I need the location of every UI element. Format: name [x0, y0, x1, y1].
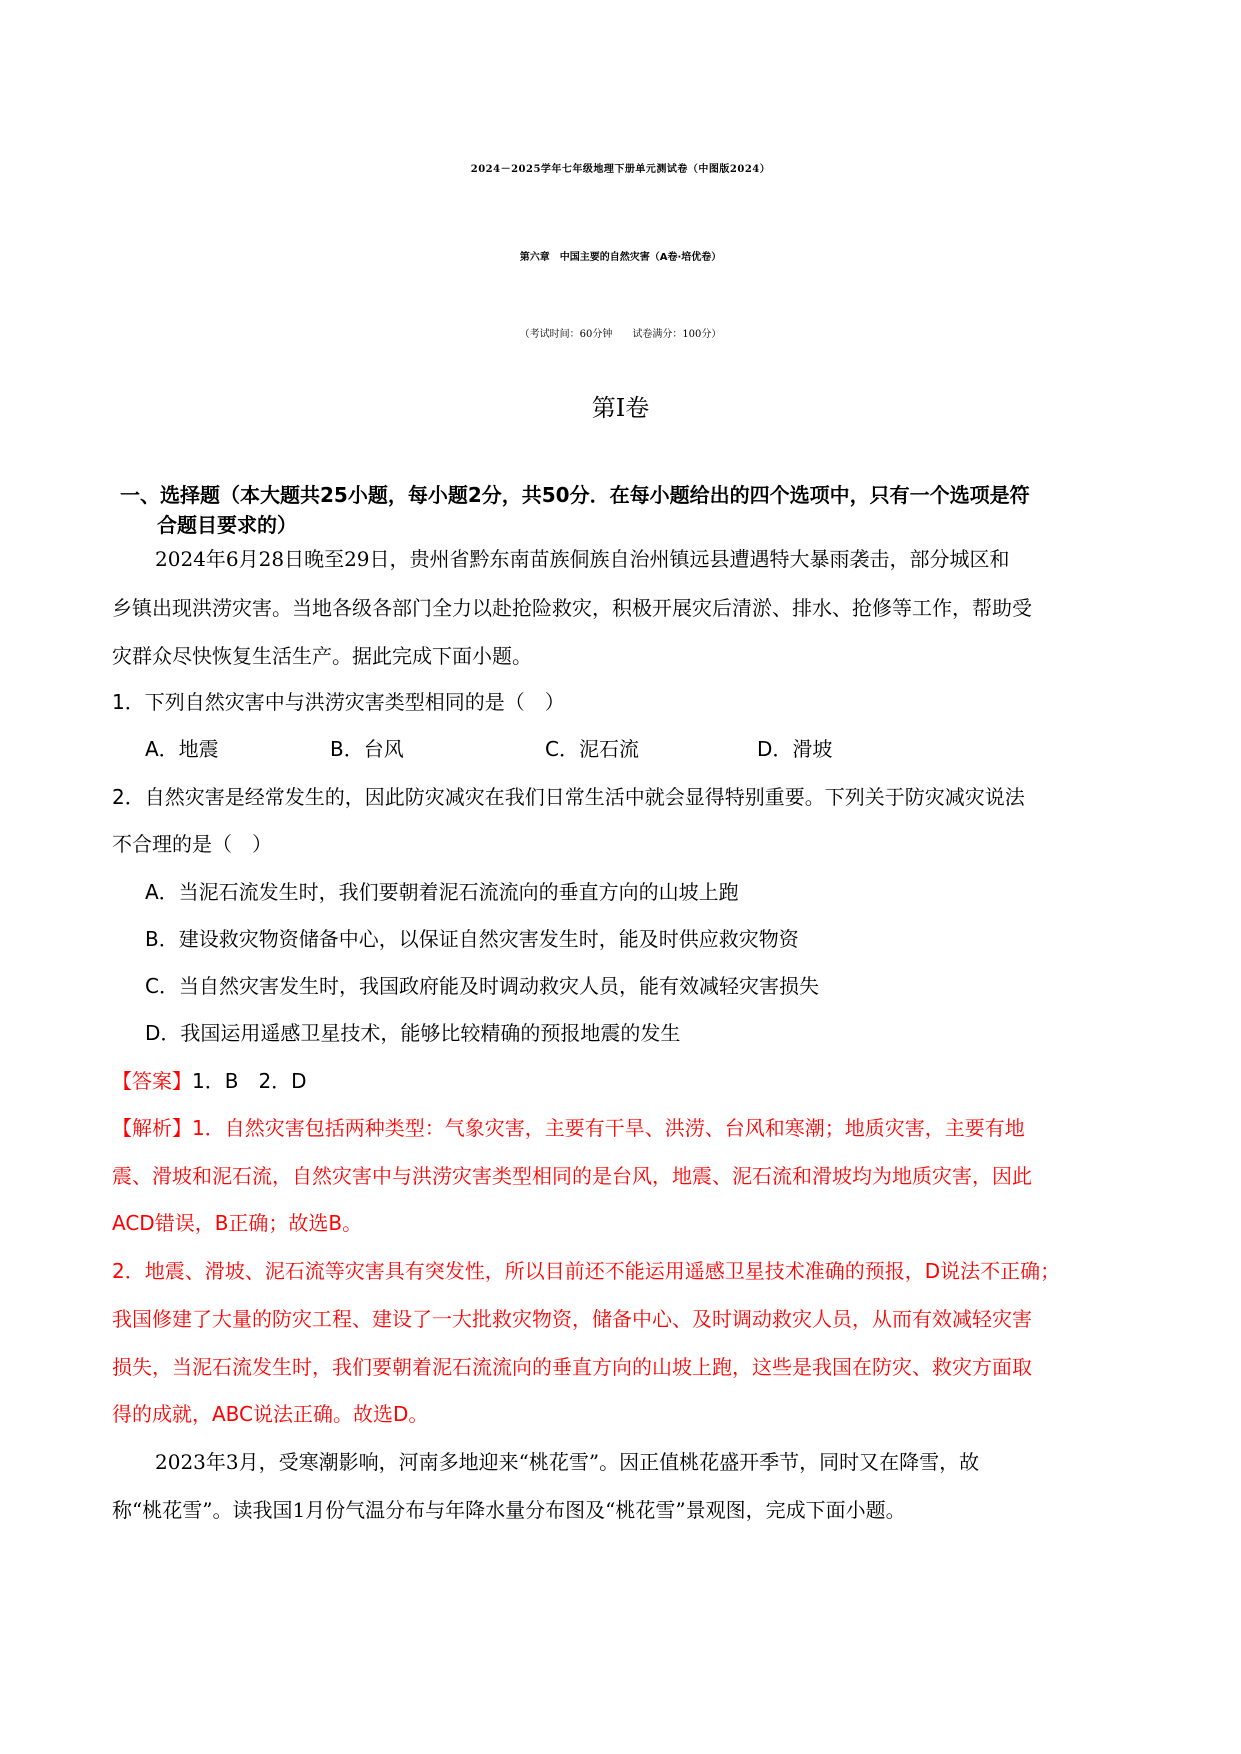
analysis-label: 【解析】: [112, 1116, 192, 1140]
analysis-text-1: 1．自然灾害包括两种类型：气象灾害，主要有干旱、洪涝、台风和寒潮；地质灾害，主要有地: [192, 1116, 1025, 1140]
section-heading-line1: 一、选择题（本大题共25小题，每小题2分，共50分．在每小题给出的四个选项中，只有一个选项是符: [120, 483, 1030, 507]
q1-option-b: B．台风: [330, 737, 404, 761]
q2-option-d: D．我国运用遥感卫星技术，能够比较精确的预报地震的发生: [145, 1021, 681, 1045]
question-1-stem: 1．下列自然灾害中与洪涝灾害类型相同的是（ ）: [112, 690, 565, 714]
passage2-line2: 称“桃花雪”。读我国1月份气温分布与年降水量分布图及“桃花雪”景观图，完成下面小题。: [112, 1498, 906, 1522]
analysis-line6: 损失，当泥石流发生时，我们要朝着泥石流流向的垂直方向的山坡上跑，这些是我国在防灾、救灾方面取: [112, 1355, 1032, 1379]
document-title: 2024－2025学年七年级地理下册单元测试卷（中图版2024）: [470, 164, 771, 175]
analysis-line5: 我国修建了大量的防灾工程、建设了一大批救灾物资，储备中心、及时调动救灾人员，从而有效减轻灾害: [112, 1307, 1032, 1331]
volume-heading: 第Ⅰ卷: [591, 394, 650, 422]
q1-option-a: A．地震: [145, 737, 219, 761]
q1-option-d: D．滑坡: [757, 737, 833, 761]
q2-option-c: C．当自然灾害发生时，我国政府能及时调动救灾人员，能有效减轻灾害损失: [145, 974, 819, 998]
exam-info: （考试时间：60分钟 试卷满分：100分）: [519, 329, 722, 340]
section-heading-line2: 合题目要求的）: [157, 513, 297, 537]
q2-option-b: B．建设救灾物资储备中心，以保证自然灾害发生时，能及时供应救灾物资: [145, 927, 799, 951]
question-2-stem-line2: 不合理的是（ ）: [112, 832, 272, 856]
q2-option-a: A．当泥石流发生时，我们要朝着泥石流流向的垂直方向的山坡上跑: [145, 880, 739, 904]
passage2-line1: 2023年3月，受寒潮影响，河南多地迎来“桃花雪”。因正值桃花盛开季节，同时又在降雪，故: [155, 1450, 980, 1474]
chapter-title: 第六章 中国主要的自然灾害（A卷·培优卷）: [519, 252, 722, 263]
analysis-line4: 2．地震、滑坡、泥石流等灾害具有突发性，所以目前还不能运用遥感卫星技术准确的预报，D说法不正确；: [112, 1259, 1061, 1283]
analysis-line2: 震、滑坡和泥石流，自然灾害中与洪涝灾害类型相同的是台风，地震、泥石流和滑坡均为地质灾害，因此: [112, 1164, 1032, 1188]
q1-option-c: C．泥石流: [545, 737, 639, 761]
question-2-stem-line1: 2．自然灾害是经常发生的，因此防灾减灾在我们日常生活中就会显得特别重要。下列关于防灾减灾说法: [112, 785, 1025, 809]
passage1-line2: 乡镇出现洪涝灾害。当地各级各部门全力以赴抢险救灾，积极开展灾后清淤、排水、抢修等工作，帮助受: [112, 596, 1032, 620]
passage1-line3: 灾群众尽快恢复生活生产。据此完成下面小题。: [112, 644, 532, 668]
passage1-line1: 2024年6月28日晚至29日，贵州省黔东南苗族侗族自治州镇远县遭遇特大暴雨袭击，部分城区和: [155, 547, 1010, 571]
analysis-line7: 得的成就，ABC说法正确。故选D。: [112, 1402, 429, 1426]
analysis-line1: [112, 1112, 1025, 1141]
answer-line: [112, 1065, 307, 1094]
answer-text: 1．B 2．D: [192, 1069, 307, 1093]
answer-label: 【答案】: [112, 1069, 192, 1093]
analysis-line3: ACD错误，B正确；故选B。: [112, 1211, 363, 1235]
